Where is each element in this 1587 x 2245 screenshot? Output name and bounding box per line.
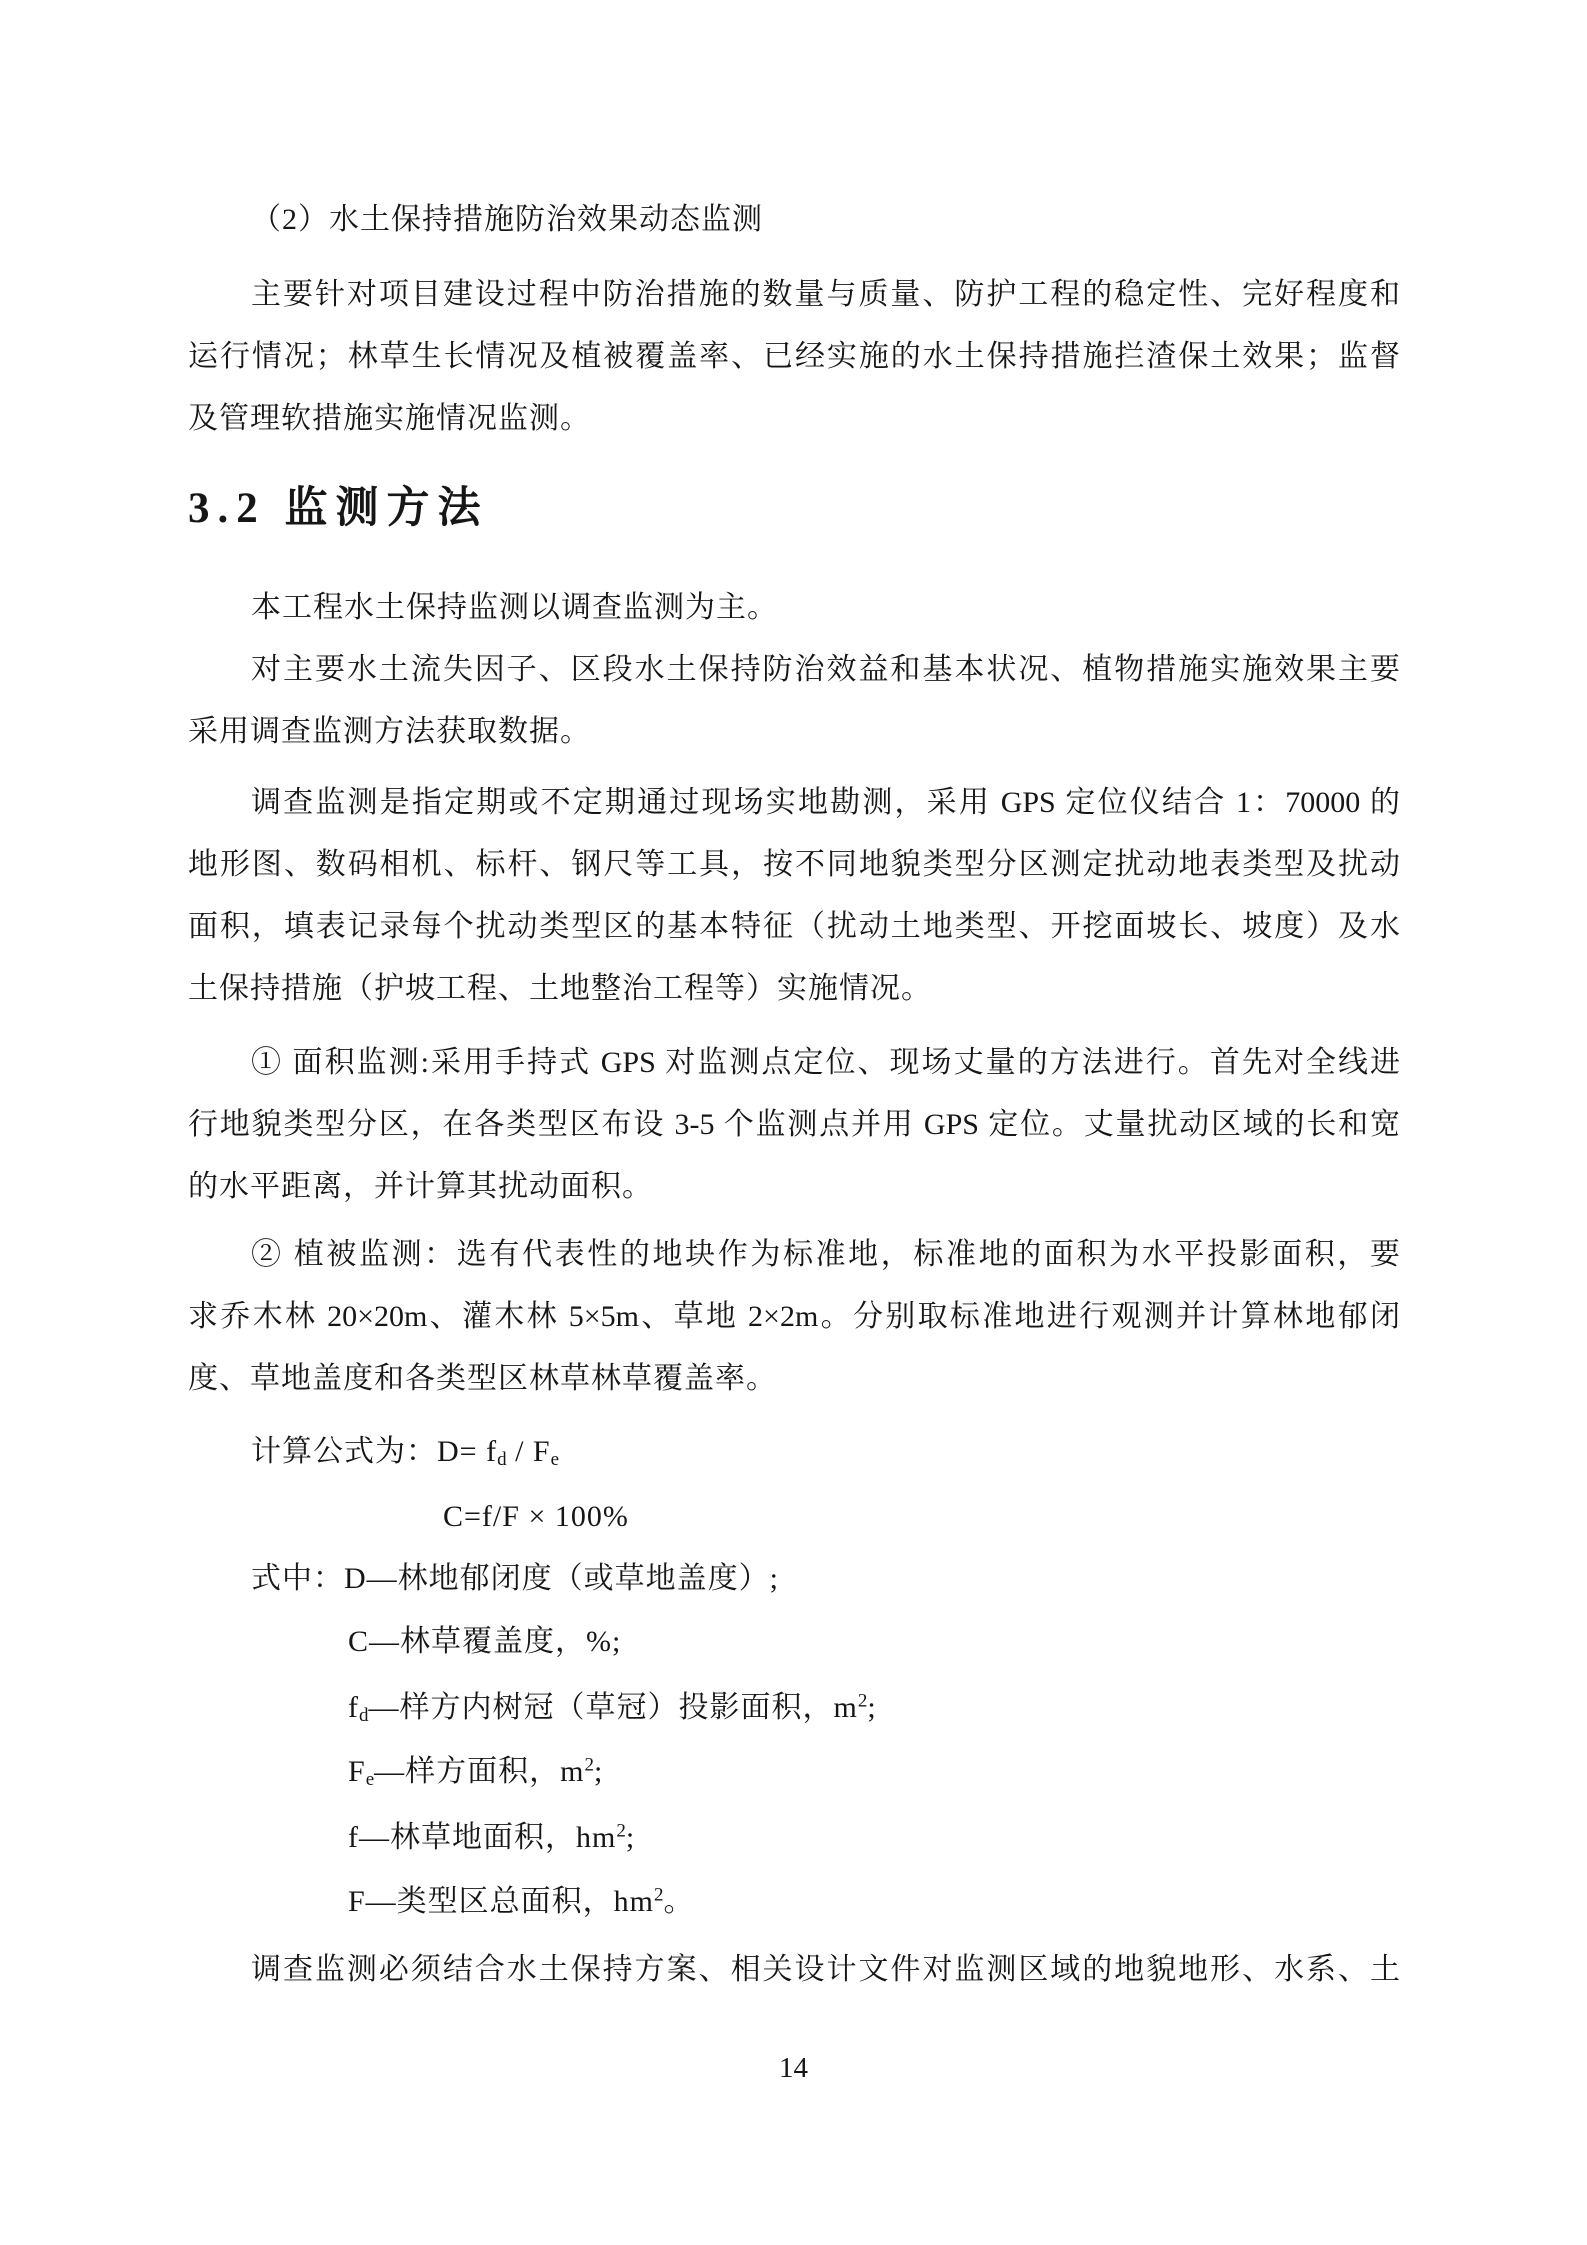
text-run: 行地貌类型分区，在各类型区布设 3-5 个监测点并用 GPS 定位。丈量扰动区域的长和宽: [188, 1108, 1400, 1141]
section-heading-3-2: [188, 478, 1400, 540]
definition-f-total-line: [188, 1871, 1400, 1933]
definition-f-total: [188, 1871, 1400, 1933]
text-run: C=f/F × 100%: [443, 1500, 629, 1533]
definition-fe: [188, 1741, 1400, 1803]
text-run: C—林草覆盖度，%;: [348, 1625, 622, 1658]
text-run: d: [497, 1449, 507, 1471]
text-run: f: [348, 1691, 359, 1724]
para-survey-must-combine-line: [188, 1939, 1400, 2001]
definition-fe-line: [188, 1741, 1400, 1803]
document-body: [188, 189, 1400, 2001]
section-heading-3-2-line: [188, 478, 1400, 540]
text-run: 及管理软措施实施情况监测。: [188, 402, 591, 435]
para-area-monitoring-line: [188, 1156, 1400, 1218]
text-run: ① 面积监测:采用手持式 GPS 对监测点定位、现场丈量的方法进行。首先对全线进: [251, 1046, 1400, 1079]
item2-body-line: [188, 264, 1400, 326]
para-survey-must-combine: [188, 1939, 1400, 2001]
para-area-monitoring-line: [188, 1032, 1400, 1094]
item2-body-line: [188, 326, 1400, 388]
text-run: 度、草地盖度和各类型区林草林草覆盖率。: [188, 1362, 777, 1395]
item2-heading-line: [188, 189, 1400, 251]
para-survey-method-line: [188, 896, 1400, 958]
definition-fd-line: [188, 1677, 1400, 1739]
item2-body: [188, 264, 1400, 450]
text-run: 运行情况；林草生长情况及植被覆盖率、已经实施的水土保持措施拦渣保土效果；监督: [188, 340, 1400, 373]
where-definition-d: [188, 1548, 1400, 1610]
text-run: ② 植被监测：选有代表性的地块作为标准地，标准地的面积为水平投影面积，要: [251, 1238, 1400, 1271]
definition-fd: [188, 1677, 1400, 1739]
text-run: （2）水土保持措施防治效果动态监测: [251, 203, 763, 236]
text-run: 2: [857, 1690, 868, 1712]
text-run: 本工程水土保持监测以调查监测为主。: [251, 591, 778, 624]
page-number: 14: [779, 2052, 808, 2084]
text-run: 采用调查监测方法获取数据。: [188, 715, 591, 748]
formula-c: [188, 1486, 1400, 1548]
text-run: ;: [867, 1691, 877, 1724]
formula-c-line: [188, 1486, 1400, 1548]
para-survey-method-line: [188, 958, 1400, 1020]
text-run: e: [550, 1449, 560, 1471]
para-area-monitoring-line: [188, 1094, 1400, 1156]
text-run: / F: [506, 1435, 551, 1468]
text-run: 地形图、数码相机、标杆、钢尺等工具，按不同地貌类型分区测定扰动地表类型及扰动: [188, 848, 1400, 881]
text-run: F: [348, 1755, 366, 1788]
para-vegetation-monitoring: [188, 1224, 1400, 1410]
text-run: 面积，填表记录每个扰动类型区的基本特征（扰动土地类型、开挖面坡长、坡度）及水: [188, 910, 1400, 943]
para-survey-factors-line: [188, 701, 1400, 763]
para-survey-method-line: [188, 772, 1400, 834]
where-definition-d-line: [188, 1548, 1400, 1610]
text-run: 式中：D—林地郁闭度（或草地盖度）;: [251, 1562, 779, 1595]
text-run: 土保持措施（护坡工程、土地整治工程等）实施情况。: [188, 972, 932, 1005]
text-run: f—林草地面积，hm: [348, 1821, 617, 1854]
text-run: 的水平距离，并计算其扰动面积。: [188, 1170, 653, 1203]
para-vegetation-monitoring-line: [188, 1286, 1400, 1348]
definition-c-line: [188, 1611, 1400, 1673]
text-run: ;: [625, 1821, 636, 1854]
text-run: 2: [584, 1754, 594, 1776]
text-run: 2: [616, 1820, 626, 1842]
para-area-monitoring: [188, 1032, 1400, 1218]
definition-f-line: [188, 1807, 1400, 1869]
text-run: e: [365, 1769, 375, 1791]
text-run: 主要针对项目建设过程中防治措施的数量与质量、防护工程的稳定性、完好程度和: [251, 278, 1400, 311]
text-run: —样方面积，m: [374, 1755, 585, 1788]
text-run: 2: [654, 1884, 664, 1906]
para-survey-method: [188, 772, 1400, 1020]
text-run: d: [359, 1705, 369, 1727]
text-run: 计算公式为：D= f: [251, 1435, 498, 1468]
para-vegetation-monitoring-line: [188, 1224, 1400, 1286]
text-run: 3.2 监测方法: [188, 485, 489, 532]
text-run: F—类型区总面积，hm: [348, 1885, 655, 1918]
text-run: 求乔木林 20×20m、灌木林 5×5m、草地 2×2m。分别取标准地进行观测并计算林地郁闭: [188, 1300, 1400, 1333]
para-survey-method-line: [188, 834, 1400, 896]
formula-d: [188, 1421, 1400, 1483]
item2-body-line: [188, 388, 1400, 450]
definition-f: [188, 1807, 1400, 1869]
text-run: 调查监测必须结合水土保持方案、相关设计文件对监测区域的地貌地形、水系、土: [251, 1953, 1400, 1986]
item2-heading: [188, 189, 1400, 251]
definition-c: [188, 1611, 1400, 1673]
para-vegetation-monitoring-line: [188, 1348, 1400, 1410]
text-run: —样方内树冠（草冠）投影面积，m: [368, 1691, 858, 1724]
text-run: 对主要水土流失因子、区段水土保持防治效益和基本状况、植物措施实施效果主要: [251, 653, 1400, 686]
para-survey-main: [188, 577, 1400, 639]
text-run: 。: [663, 1885, 695, 1918]
text-run: ;: [593, 1755, 604, 1788]
para-survey-factors-line: [188, 639, 1400, 701]
para-survey-factors: [188, 639, 1400, 763]
text-run: 调查监测是指定期或不定期通过现场实地勘测，采用 GPS 定位仪结合 1：70000 的: [251, 786, 1400, 819]
para-survey-main-line: [188, 577, 1400, 639]
formula-d-line: [188, 1421, 1400, 1483]
